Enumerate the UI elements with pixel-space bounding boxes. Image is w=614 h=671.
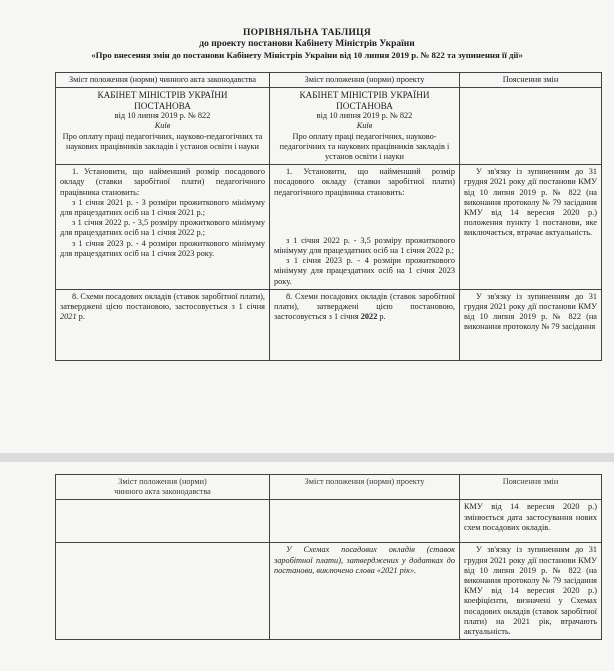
item1-2023: з 1 січня 2023 р. - 4 розміри прожиткового мінімуму для працездатних осіб на 1 січня 2023 року. <box>60 238 265 258</box>
cell-draft-schemes <box>270 543 460 640</box>
cell-current-empty <box>56 500 270 543</box>
doc-type: ПОСТАНОВА <box>134 100 191 111</box>
cell-explanation-schemes <box>460 543 602 640</box>
column-header-draft: Зміст положення (норми) проекту <box>270 73 460 88</box>
doc-type: ПОСТАНОВА <box>336 100 393 111</box>
table-row <box>56 165 602 290</box>
column-header-current: Зміст положення (норми) чинного акта законодавства <box>56 475 270 500</box>
item8-text: 8. Схеми посадових окладів (ставок заробітної плати), затверджені цією постановою, застосовується з 1 січня 2022 р. <box>274 291 455 322</box>
item8-year: 2022 <box>360 312 378 322</box>
doc-date: від 10 липня 2019 р. № 822 <box>114 111 211 121</box>
comparison-table-continued <box>55 474 602 640</box>
cell-current-empty <box>56 543 270 640</box>
column-header-draft: Зміст положення (норми) проекту <box>270 475 460 500</box>
table-header-row <box>56 475 602 500</box>
item1-intro: 1. Установити, що найменший розмір посадового окладу (ставки заробітної плати) педагогічного працівника становить: <box>60 167 265 197</box>
item1-2023: з 1 січня 2023 р. - 4 розміри прожиткового мінімуму для працездатних осіб на 1 січня 2023 року. <box>274 256 455 286</box>
explanation-text: У зв'язку із зупиненням до 31 грудня 2021 року дії постанови КМУ від 10 липня 2019 р. № 822 (на виконання протоколу № 79 засідання КМУ від 14 вересня 2020 р.) положення пункту 1 постанови, яке виключається, втрачає актуальність. <box>464 167 597 238</box>
item1-2022: з 1 січня 2022 р. - 3,5 розміру прожиткового мінімуму для працездатних осіб на 1 січня 2022 р.; <box>60 218 265 238</box>
item1-2021: з 1 січня 2021 р. - 3 розміри прожиткового мінімуму для працездатних осіб на 1 січня 2021 р.; <box>60 197 265 218</box>
document-page-2 <box>0 462 614 671</box>
cell-explanation-empty <box>460 88 602 165</box>
doc-city: Київ <box>356 121 373 131</box>
cell-draft-item1 <box>270 165 460 290</box>
explanation-text: У зв'язку із зупиненням до 31 грудня 2021 року дії постанови КМУ від 10 липня 2019 р. № 822 (на виконання протоколу № 79 засідання <box>464 291 597 332</box>
cell-current-item1 <box>56 165 270 290</box>
cell-draft-title <box>270 88 460 165</box>
cell-explanation-item1 <box>460 165 602 290</box>
org-name: КАБІНЕТ МІНІСТРІВ УКРАЇНИ <box>97 90 228 101</box>
cell-draft-item8 <box>270 289 460 360</box>
column-header-explanation: Пояснення змін <box>460 73 602 88</box>
table-row <box>56 500 602 543</box>
cell-draft-empty <box>270 500 460 543</box>
column-header-explanation: Пояснення змін <box>460 475 602 500</box>
column-header-current: Зміст положення (норми) чинного акта законодавства <box>56 73 270 88</box>
table-header-row <box>56 73 602 88</box>
document-title: ПОРІВНЯЛЬНА ТАБЛИЦЯ <box>242 28 372 38</box>
table-row <box>56 543 602 640</box>
cell-current-item8 <box>56 289 270 360</box>
item8-text: 8. Схеми посадових окладів (ставок заробітної плати), затверджені цією постановою, застосовується з 1 січня 2021 р. <box>60 291 265 322</box>
org-name: КАБІНЕТ МІНІСТРІВ УКРАЇНИ <box>299 90 430 101</box>
cell-explanation-item8-cont <box>460 500 602 543</box>
doc-city: Київ <box>154 121 171 131</box>
explanation-text: КМУ від 14 вересня 2020 р.) змінюється дата застосування нових схем посадових окладів. <box>464 502 597 532</box>
cell-current-title <box>56 88 270 165</box>
cell-explanation-item8 <box>460 289 602 360</box>
doc-date: від 10 липня 2019 р. № 822 <box>316 111 413 121</box>
document-subtitle: до проекту постанови Кабінету Міністрів України <box>199 39 415 49</box>
table-row <box>56 88 602 165</box>
item1-intro: 1. Установити, що найменший розмір посадового окладу (ставки заробітної плати) педагогічного працівника становить: <box>274 167 455 197</box>
item8-year: 2021 <box>60 312 77 322</box>
explanation-text: У зв'язку із зупиненням до 31 грудня 2021 року дії постанови КМУ від 10 липня 2019 р. № 822 (на виконання протоколу № 79 засідання КМУ від 14 вересня 2020 р.) коефіцієнти, визначені у Схемах посадових окладів (ставок заробітної плати) на 2021 рік, втрачають актуальність. <box>464 545 597 637</box>
schemes-text: У Схемах посадових окладів (ставок заробітної плати), затверджених у додатках до постанови, виключено слова «2021 рік». <box>274 545 455 575</box>
table-row <box>56 289 602 360</box>
item1-2022: з 1 січня 2022 р. - 3,5 розміру прожиткового мінімуму для працездатних осіб на 1 січня 2022 р.; <box>274 235 455 256</box>
document-subject: «Про внесення змін до постанови Кабінету Міністрів України від 10 липня 2019 р. № 822 та зупинення її дії» <box>91 50 523 60</box>
doc-subject: Про оплату праці педагогічних, науково-педагогічних та наукових працівників закладів і установ освіти і науки <box>62 131 263 151</box>
removed-text-gap <box>274 198 455 236</box>
doc-subject: Про оплату праці педагогічних, науково-педагогічних та наукових працівників закладів і установ освіти і науки <box>279 131 450 162</box>
comparison-table <box>55 72 602 361</box>
